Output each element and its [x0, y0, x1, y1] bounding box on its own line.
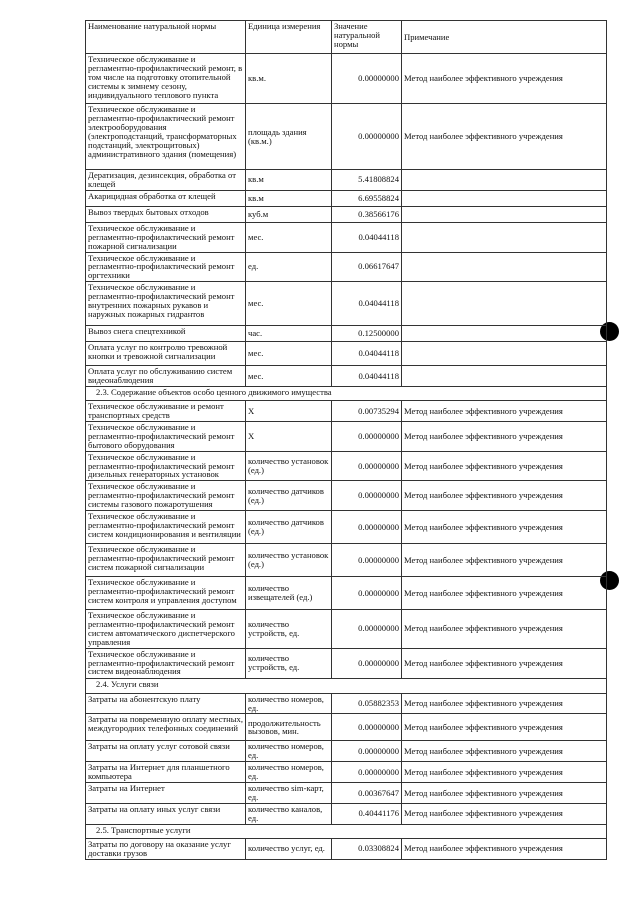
cell-name: Техническое обслуживание и регламентно-профилактический ремонт систем кондиционирования и вентиляции	[86, 511, 246, 544]
cell-name: Затраты на оплату услуг сотовой связи	[86, 741, 246, 762]
cell-name: Техническое обслуживание и регламентно-профилактический ремонт оргтехники	[86, 252, 246, 282]
cell-unit: количество установок (ед.)	[246, 451, 332, 481]
cell-value: 0.00000000	[332, 648, 402, 678]
table-row	[86, 451, 607, 481]
cell-unit: куб.м	[246, 206, 332, 222]
table-row	[86, 326, 607, 342]
cell-name: Техническое обслуживание и регламентно-профилактический ремонт дизельных генераторных установок	[86, 451, 246, 481]
section-row	[86, 678, 607, 693]
cell-unit: мес.	[246, 282, 332, 326]
table-row	[86, 511, 607, 544]
cell-note	[402, 342, 607, 366]
cell-name: Техническое обслуживание и регламентно-профилактический ремонт системы газового пожаротушения	[86, 481, 246, 511]
cell-unit: количество sim-карт, ед.	[246, 783, 332, 804]
table-row	[86, 401, 607, 422]
table-row	[86, 783, 607, 804]
cell-unit: количество датчиков (ед.)	[246, 481, 332, 511]
cell-value: 0.06617647	[332, 252, 402, 282]
cell-unit: час.	[246, 326, 332, 342]
cell-note	[402, 326, 607, 342]
cell-value: 0.00000000	[332, 451, 402, 481]
cell-unit: мес.	[246, 366, 332, 387]
cell-name: Техническое обслуживание и регламентно-профилактический ремонт систем пожарной сигнализации	[86, 544, 246, 577]
table-row	[86, 54, 607, 104]
cell-note	[402, 366, 607, 387]
table-row	[86, 610, 607, 649]
cell-note	[402, 206, 607, 222]
cell-name: Техническое обслуживание и регламентно-профилактический ремонт систем контроля и управления доступом	[86, 577, 246, 610]
cell-unit: количество номеров, ед.	[246, 741, 332, 762]
cell-note: Метод наиболее эффективного учреждения	[402, 693, 607, 714]
table-row	[86, 342, 607, 366]
cell-name: Дератизация, дезинсекция, обработка от клещей	[86, 170, 246, 191]
cell-value: 0.04044118	[332, 222, 402, 252]
cell-value: 0.04044118	[332, 366, 402, 387]
cell-unit: количество каналов, ед.	[246, 803, 332, 824]
cell-value: 0.00367647	[332, 783, 402, 804]
header-unit: Единица измерения	[246, 21, 332, 54]
table-row	[86, 222, 607, 252]
cell-value: 0.04044118	[332, 282, 402, 326]
cell-unit: Х	[246, 401, 332, 422]
cell-name: Техническое обслуживание и регламентно-профилактический ремонт пожарной сигнализации	[86, 222, 246, 252]
section-row	[86, 387, 607, 401]
norms-table	[85, 20, 607, 860]
cell-note: Метод наиболее эффективного учреждения	[402, 762, 607, 783]
table-row	[86, 170, 607, 191]
cell-value: 0.03308824	[332, 838, 402, 859]
table-row	[86, 282, 607, 326]
cell-unit: количество услуг, ед.	[246, 838, 332, 859]
cell-unit: кв.м	[246, 170, 332, 191]
cell-unit: кв.м.	[246, 54, 332, 104]
cell-note: Метод наиболее эффективного учреждения	[402, 54, 607, 104]
table-row	[86, 803, 607, 824]
cell-note: Метод наиболее эффективного учреждения	[402, 783, 607, 804]
table-row	[86, 206, 607, 222]
cell-unit: Х	[246, 421, 332, 451]
cell-value: 5.41808824	[332, 170, 402, 191]
cell-note: Метод наиболее эффективного учреждения	[402, 481, 607, 511]
cell-note: Метод наиболее эффективного учреждения	[402, 421, 607, 451]
table-row	[86, 693, 607, 714]
cell-value: 0.00000000	[332, 577, 402, 610]
cell-note	[402, 190, 607, 206]
table-row	[86, 544, 607, 577]
cell-note	[402, 222, 607, 252]
table-row	[86, 366, 607, 387]
cell-value: 0.05882353	[332, 693, 402, 714]
section-row	[86, 824, 607, 838]
cell-value: 6.69558824	[332, 190, 402, 206]
cell-unit: площадь здания (кв.м.)	[246, 104, 332, 170]
cell-name: Вывоз снега спецтехникой	[86, 326, 246, 342]
table-row	[86, 741, 607, 762]
cell-value: 0.04044118	[332, 342, 402, 366]
cell-unit: мес.	[246, 342, 332, 366]
cell-note: Метод наиболее эффективного учреждения	[402, 451, 607, 481]
section-title: 2.5. Транспортные услуги	[86, 824, 607, 838]
header-value: Значение натуральной нормы	[332, 21, 402, 54]
header-row	[86, 21, 607, 54]
cell-value: 0.38566176	[332, 206, 402, 222]
cell-value: 0.40441176	[332, 803, 402, 824]
cell-unit: количество устройств, ед.	[246, 610, 332, 649]
table-row	[86, 714, 607, 741]
cell-unit: количество установок (ед.)	[246, 544, 332, 577]
cell-name: Техническое обслуживание и регламентно-профилактический ремонт электрооборудования (электроподстанций, трансформаторных подстанций, электрощитовых) административного здания (помещения)	[86, 104, 246, 170]
cell-name: Техническое обслуживание и регламентно-профилактический ремонт систем автоматического диспетчерского управления	[86, 610, 246, 649]
cell-value: 0.00000000	[332, 104, 402, 170]
cell-value: 0.00000000	[332, 544, 402, 577]
cell-note: Метод наиболее эффективного учреждения	[402, 803, 607, 824]
cell-note: Метод наиболее эффективного учреждения	[402, 610, 607, 649]
cell-unit: продолжительность вызовов, мин.	[246, 714, 332, 741]
cell-note: Метод наиболее эффективного учреждения	[402, 401, 607, 422]
table-row	[86, 577, 607, 610]
cell-note: Метод наиболее эффективного учреждения	[402, 714, 607, 741]
cell-name: Техническое обслуживание и ремонт транспортных средств	[86, 401, 246, 422]
cell-note	[402, 282, 607, 326]
cell-note: Метод наиболее эффективного учреждения	[402, 741, 607, 762]
cell-name: Затраты по договору на оказание услуг доставки грузов	[86, 838, 246, 859]
cell-value: 0.00000000	[332, 54, 402, 104]
cell-name: Затраты на абонентскую плату	[86, 693, 246, 714]
cell-name: Техническое обслуживание и регламентно-профилактический ремонт систем видеонаблюдения	[86, 648, 246, 678]
cell-name: Техническое обслуживание и регламентно-профилактический ремонт, в том числе на подготовку отопительной системы к зимнему сезону, индивидуального теплового пункта	[86, 54, 246, 104]
cell-unit: кв.м	[246, 190, 332, 206]
section-title: 2.4. Услуги связи	[86, 678, 607, 693]
table-row	[86, 762, 607, 783]
cell-unit: ед.	[246, 252, 332, 282]
cell-note: Метод наиболее эффективного учреждения	[402, 511, 607, 544]
cell-unit: количество устройств, ед.	[246, 648, 332, 678]
cell-name: Затраты на оплату иных услуг связи	[86, 803, 246, 824]
cell-note: Метод наиболее эффективного учреждения	[402, 577, 607, 610]
cell-value: 0.00735294	[332, 401, 402, 422]
cell-note: Метод наиболее эффективного учреждения	[402, 544, 607, 577]
cell-name: Затраты на Интернет	[86, 783, 246, 804]
cell-name: Вывоз твердых бытовых отходов	[86, 206, 246, 222]
cell-name: Затраты на повременную оплату местных, междугородних телефонных соединений	[86, 714, 246, 741]
cell-name: Оплата услуг по обслуживанию систем видеонаблюдения	[86, 366, 246, 387]
cell-name: Акарицидная обработка от клещей	[86, 190, 246, 206]
cell-value: 0.00000000	[332, 511, 402, 544]
table-row	[86, 838, 607, 859]
cell-unit: количество датчиков (ед.)	[246, 511, 332, 544]
table-row	[86, 481, 607, 511]
cell-value: 0.00000000	[332, 714, 402, 741]
cell-unit: мес.	[246, 222, 332, 252]
table-row	[86, 104, 607, 170]
header-name: Наименование натуральной нормы	[86, 21, 246, 54]
cell-value: 0.00000000	[332, 741, 402, 762]
table-row	[86, 421, 607, 451]
cell-value: 0.00000000	[332, 481, 402, 511]
cell-note: Метод наиболее эффективного учреждения	[402, 838, 607, 859]
cell-unit: количество номеров, ед.	[246, 693, 332, 714]
cell-name: Техническое обслуживание и регламентно-профилактический ремонт внутренних пожарных рукавов и наружных пожарных гидрантов	[86, 282, 246, 326]
cell-unit: количество извещателей (ед.)	[246, 577, 332, 610]
cell-note: Метод наиболее эффективного учреждения	[402, 104, 607, 170]
cell-value: 0.12500000	[332, 326, 402, 342]
cell-name: Затраты на Интернет для планшетного компьютера	[86, 762, 246, 783]
header-note: Примечание	[402, 21, 607, 54]
cell-name: Техническое обслуживание и регламентно-профилактический ремонт бытового оборудования	[86, 421, 246, 451]
cell-note	[402, 170, 607, 191]
table-row	[86, 648, 607, 678]
cell-note: Метод наиболее эффективного учреждения	[402, 648, 607, 678]
table-row	[86, 190, 607, 206]
cell-value: 0.00000000	[332, 610, 402, 649]
table-row	[86, 252, 607, 282]
cell-unit: количество номеров, ед.	[246, 762, 332, 783]
cell-note	[402, 252, 607, 282]
cell-name: Оплата услуг по контролю тревожной кнопки и тревожной сигнализации	[86, 342, 246, 366]
section-title: 2.3. Содержание объектов особо ценного движимого имущества	[86, 387, 607, 401]
cell-value: 0.00000000	[332, 762, 402, 783]
cell-value: 0.00000000	[332, 421, 402, 451]
